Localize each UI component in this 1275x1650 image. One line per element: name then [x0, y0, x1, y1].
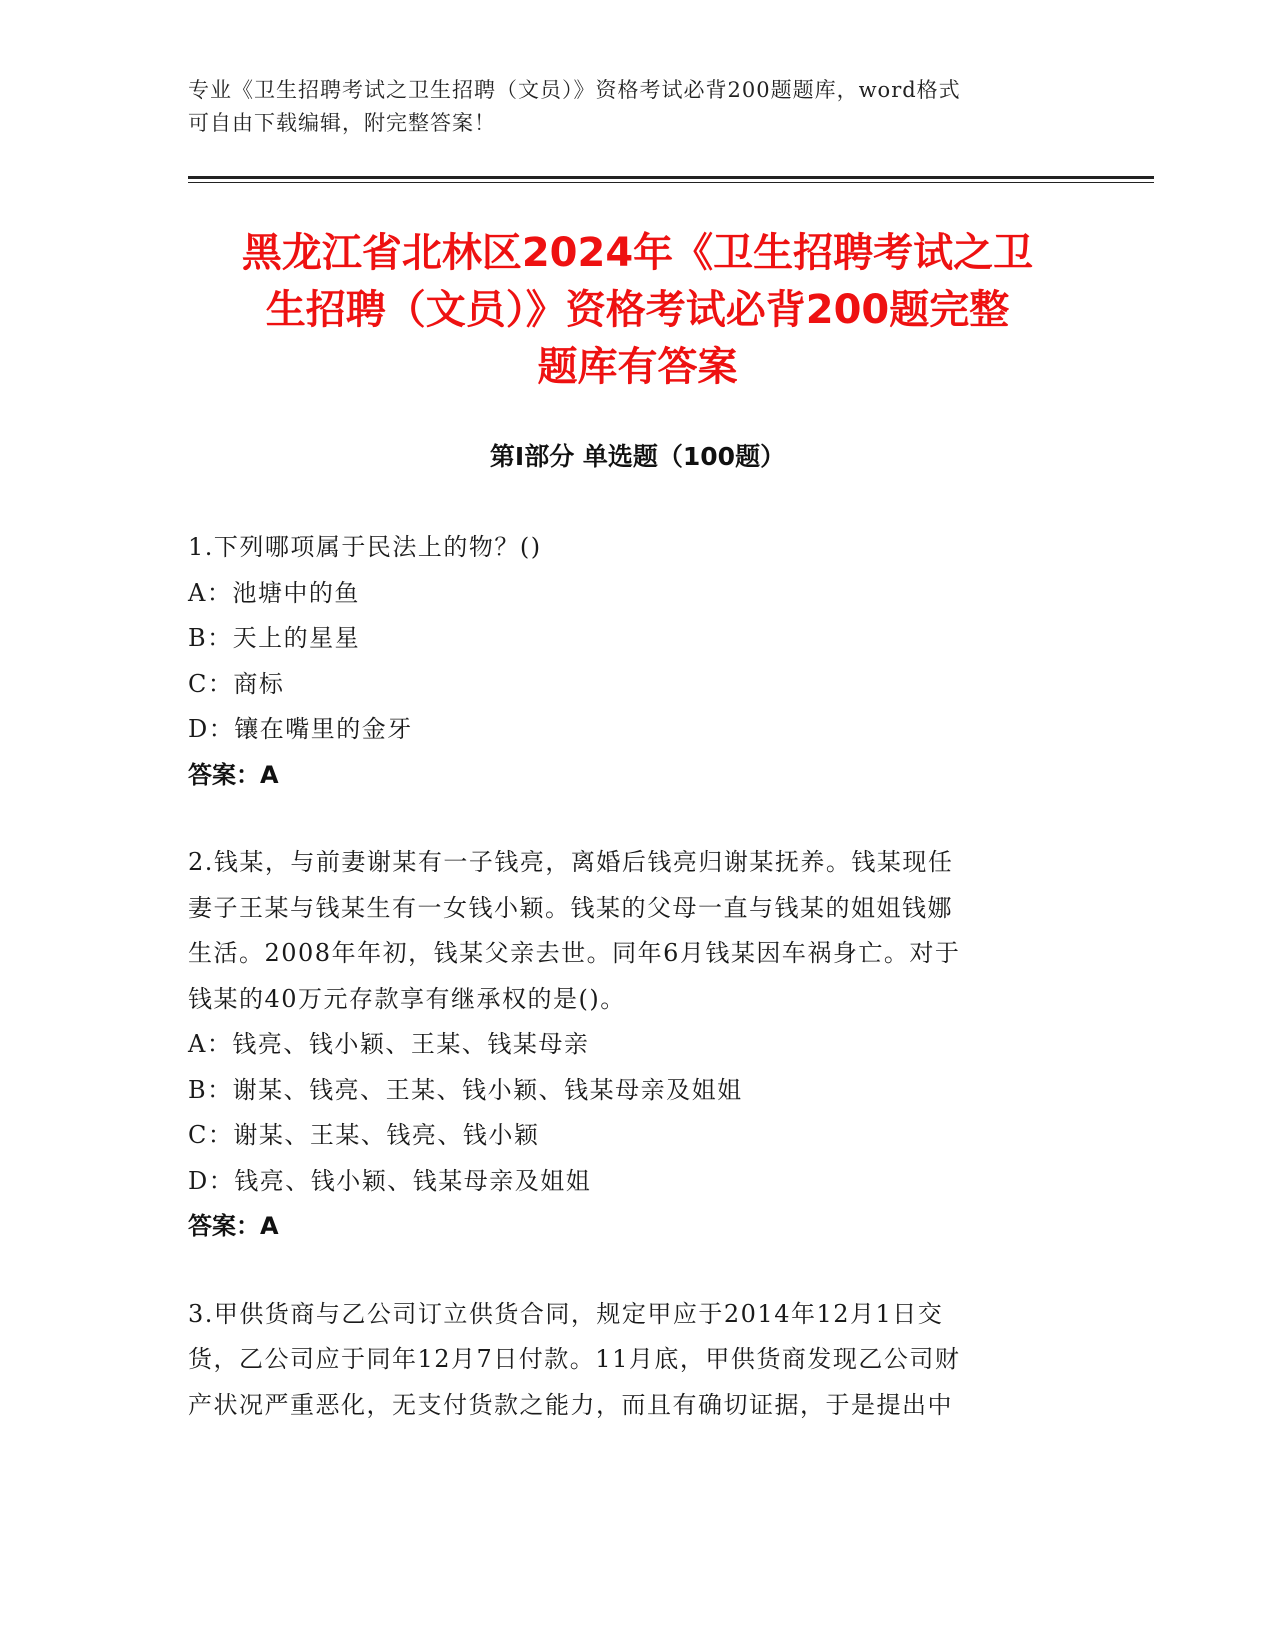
question-1-answer: 答案：A — [188, 760, 279, 789]
question-3-text-line-2: 货，乙公司应于同年12月7日付款。11月底，甲供货商发现乙公司财 — [188, 1345, 961, 1373]
document-title-line-2: 生招聘（文员）》资格考试必背200题完整 — [265, 287, 1010, 333]
section-title: 第Ⅰ部分 单选题（100题） — [489, 442, 786, 471]
question-2-option-d: D：钱亮、钱小颖、钱某母亲及姐姐 — [188, 1166, 592, 1195]
question-2-option-a: A：钱亮、钱小颖、王某、钱某母亲 — [188, 1030, 590, 1058]
question-1-option-c: C：商标 — [188, 669, 285, 698]
question-2 — [188, 840, 1088, 1250]
question-1 — [188, 525, 1088, 798]
question-3-text-line-1: 3.甲供货商与乙公司订立供货合同，规定甲应于2014年12月1日交 — [188, 1299, 944, 1328]
question-1-option-a: A：池塘中的鱼 — [188, 578, 360, 607]
question-2-option-b: B：谢某、钱亮、王某、钱小颖、钱某母亲及姐姐 — [188, 1075, 743, 1104]
question-1-option-b: B：天上的星星 — [188, 624, 361, 652]
question-2-text-line-2: 妻子王某与钱某生有一女钱小颖。钱某的父母一直与钱某的姐姐钱娜 — [188, 893, 953, 922]
question-1-text: 1.下列哪项属于民法上的物？() — [188, 533, 542, 561]
document-title — [160, 225, 1115, 396]
header-note — [188, 74, 1088, 140]
header-note-line-1: 专业《卫生招聘考试之卫生招聘（文员）》资格考试必背200题题库，word格式 — [188, 78, 961, 102]
header-note-line-2: 可自由下载编辑，附完整答案！ — [188, 111, 496, 135]
question-2-text-line-4: 钱某的40万元存款享有继承权的是()。 — [188, 984, 626, 1013]
header-divider-thin — [188, 182, 1154, 183]
question-2-option-c: C：谢某、王某、钱亮、钱小颖 — [188, 1121, 540, 1149]
header-divider-thick — [188, 176, 1154, 179]
question-2-text-line-3: 生活。2008年年初，钱某父亲去世。同年6月钱某因车祸身亡。对于 — [188, 939, 961, 967]
question-2-answer: 答案：A — [188, 1212, 279, 1240]
document-title-line-3: 题库有答案 — [537, 344, 738, 390]
question-3-text-line-3: 产状况严重恶化，无支付货款之能力，而且有确切证据，于是提出中 — [188, 1390, 953, 1419]
question-list — [188, 525, 1088, 1470]
question-1-option-d: D：镶在嘴里的金牙 — [188, 715, 413, 743]
question-2-text-line-1: 2.钱某，与前妻谢某有一子钱亮，离婚后钱亮归谢某抚养。钱某现任 — [188, 848, 954, 876]
document-title-line-1: 黑龙江省北林区2024年《卫生招聘考试之卫 — [241, 230, 1034, 276]
question-3 — [188, 1292, 1088, 1429]
